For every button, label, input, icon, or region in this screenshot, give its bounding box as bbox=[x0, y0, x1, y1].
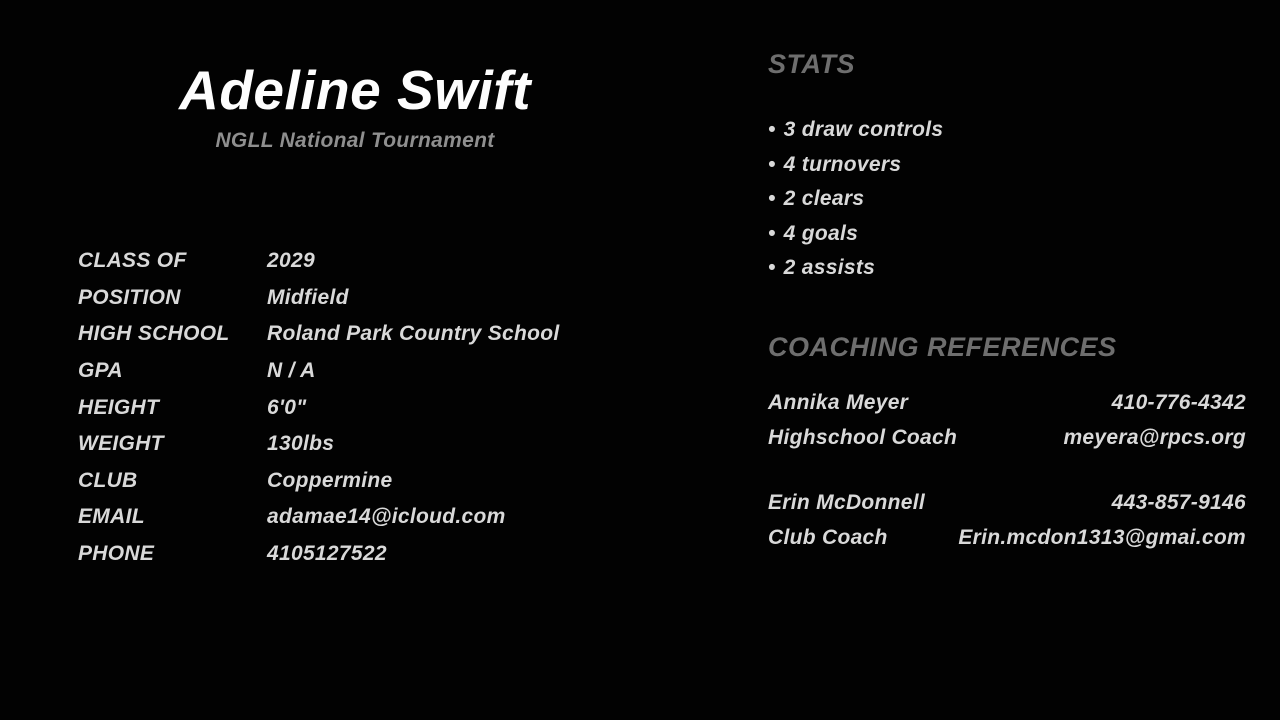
profile-label: HIGH SCHOOL bbox=[78, 322, 230, 346]
bullet-icon: • bbox=[768, 187, 776, 211]
profile-value: adamae14@icloud.com bbox=[267, 505, 506, 529]
profile-row-height bbox=[78, 389, 638, 426]
stat-text: 4 goals bbox=[783, 221, 859, 245]
profile-row-gpa bbox=[78, 353, 638, 390]
bullet-icon: • bbox=[768, 152, 776, 176]
stat-item bbox=[768, 182, 1246, 217]
profile-row-club bbox=[78, 463, 638, 500]
coach-name-phone-row bbox=[768, 485, 1246, 520]
stat-item bbox=[768, 113, 1246, 148]
profile-row-phone bbox=[78, 536, 638, 573]
coach-email: meyera@rpcs.org bbox=[1063, 426, 1246, 449]
profile-value: N / A bbox=[267, 359, 316, 383]
profile-label: POSITION bbox=[78, 285, 181, 309]
profile-row-email bbox=[78, 499, 638, 536]
profile-label: CLASS OF bbox=[78, 249, 187, 273]
stat-item bbox=[768, 217, 1246, 252]
coach-name: Annika Meyer bbox=[768, 391, 909, 414]
coach-reference bbox=[768, 485, 1246, 555]
profile-label: EMAIL bbox=[78, 505, 145, 529]
coach-reference bbox=[768, 385, 1246, 455]
coach-role-email-row bbox=[768, 520, 1246, 555]
stat-item bbox=[768, 251, 1246, 286]
coach-phone: 443-857-9146 bbox=[1111, 491, 1246, 514]
profile-fields bbox=[78, 243, 638, 572]
profile-value: 4105127522 bbox=[267, 542, 387, 566]
player-name: Adeline Swift bbox=[179, 59, 531, 121]
profile-row-position bbox=[78, 280, 638, 317]
stat-text: 3 draw controls bbox=[783, 118, 944, 141]
tournament-subtitle: NGLL National Tournament bbox=[215, 128, 495, 152]
coaching-references-section bbox=[768, 331, 1246, 555]
profile-value: Midfield bbox=[267, 285, 349, 309]
coach-phone: 410-776-4342 bbox=[1111, 391, 1246, 414]
profile-label: CLUB bbox=[78, 468, 138, 492]
profile-row-weight bbox=[78, 426, 638, 463]
coach-role: Club Coach bbox=[768, 526, 888, 549]
coach-email: Erin.mcdon1313@gmai.com bbox=[958, 526, 1246, 549]
coach-role-email-row bbox=[768, 420, 1246, 455]
profile-value: 6'0" bbox=[267, 395, 307, 419]
profile-label: GPA bbox=[78, 359, 123, 383]
profile-value: 2029 bbox=[267, 249, 315, 273]
stats-list bbox=[768, 113, 1246, 286]
profile-value: 130lbs bbox=[267, 432, 335, 456]
stat-text: 2 assists bbox=[783, 256, 876, 280]
stats-heading: STATS bbox=[768, 49, 855, 79]
profile-label: WEIGHT bbox=[78, 432, 164, 456]
profile-label: PHONE bbox=[78, 542, 155, 566]
profile-value: Roland Park Country School bbox=[267, 322, 560, 346]
stat-text: 4 turnovers bbox=[783, 152, 902, 176]
profile-row-high-school bbox=[78, 316, 638, 353]
bullet-icon: • bbox=[768, 221, 776, 245]
coach-role: Highschool Coach bbox=[768, 426, 958, 449]
stat-text: 2 clears bbox=[783, 187, 865, 211]
coach-name: Erin McDonnell bbox=[768, 491, 926, 514]
stats-section bbox=[768, 48, 1246, 286]
coaching-references-heading: COACHING REFERENCES bbox=[768, 332, 1117, 362]
bullet-icon: • bbox=[768, 118, 776, 141]
profile-value: Coppermine bbox=[267, 468, 393, 492]
coach-name-phone-row bbox=[768, 385, 1246, 420]
bullet-icon: • bbox=[768, 256, 776, 280]
profile-row-class-of bbox=[78, 243, 638, 280]
header bbox=[75, 60, 635, 153]
profile-label: HEIGHT bbox=[78, 395, 160, 419]
stat-item bbox=[768, 148, 1246, 183]
